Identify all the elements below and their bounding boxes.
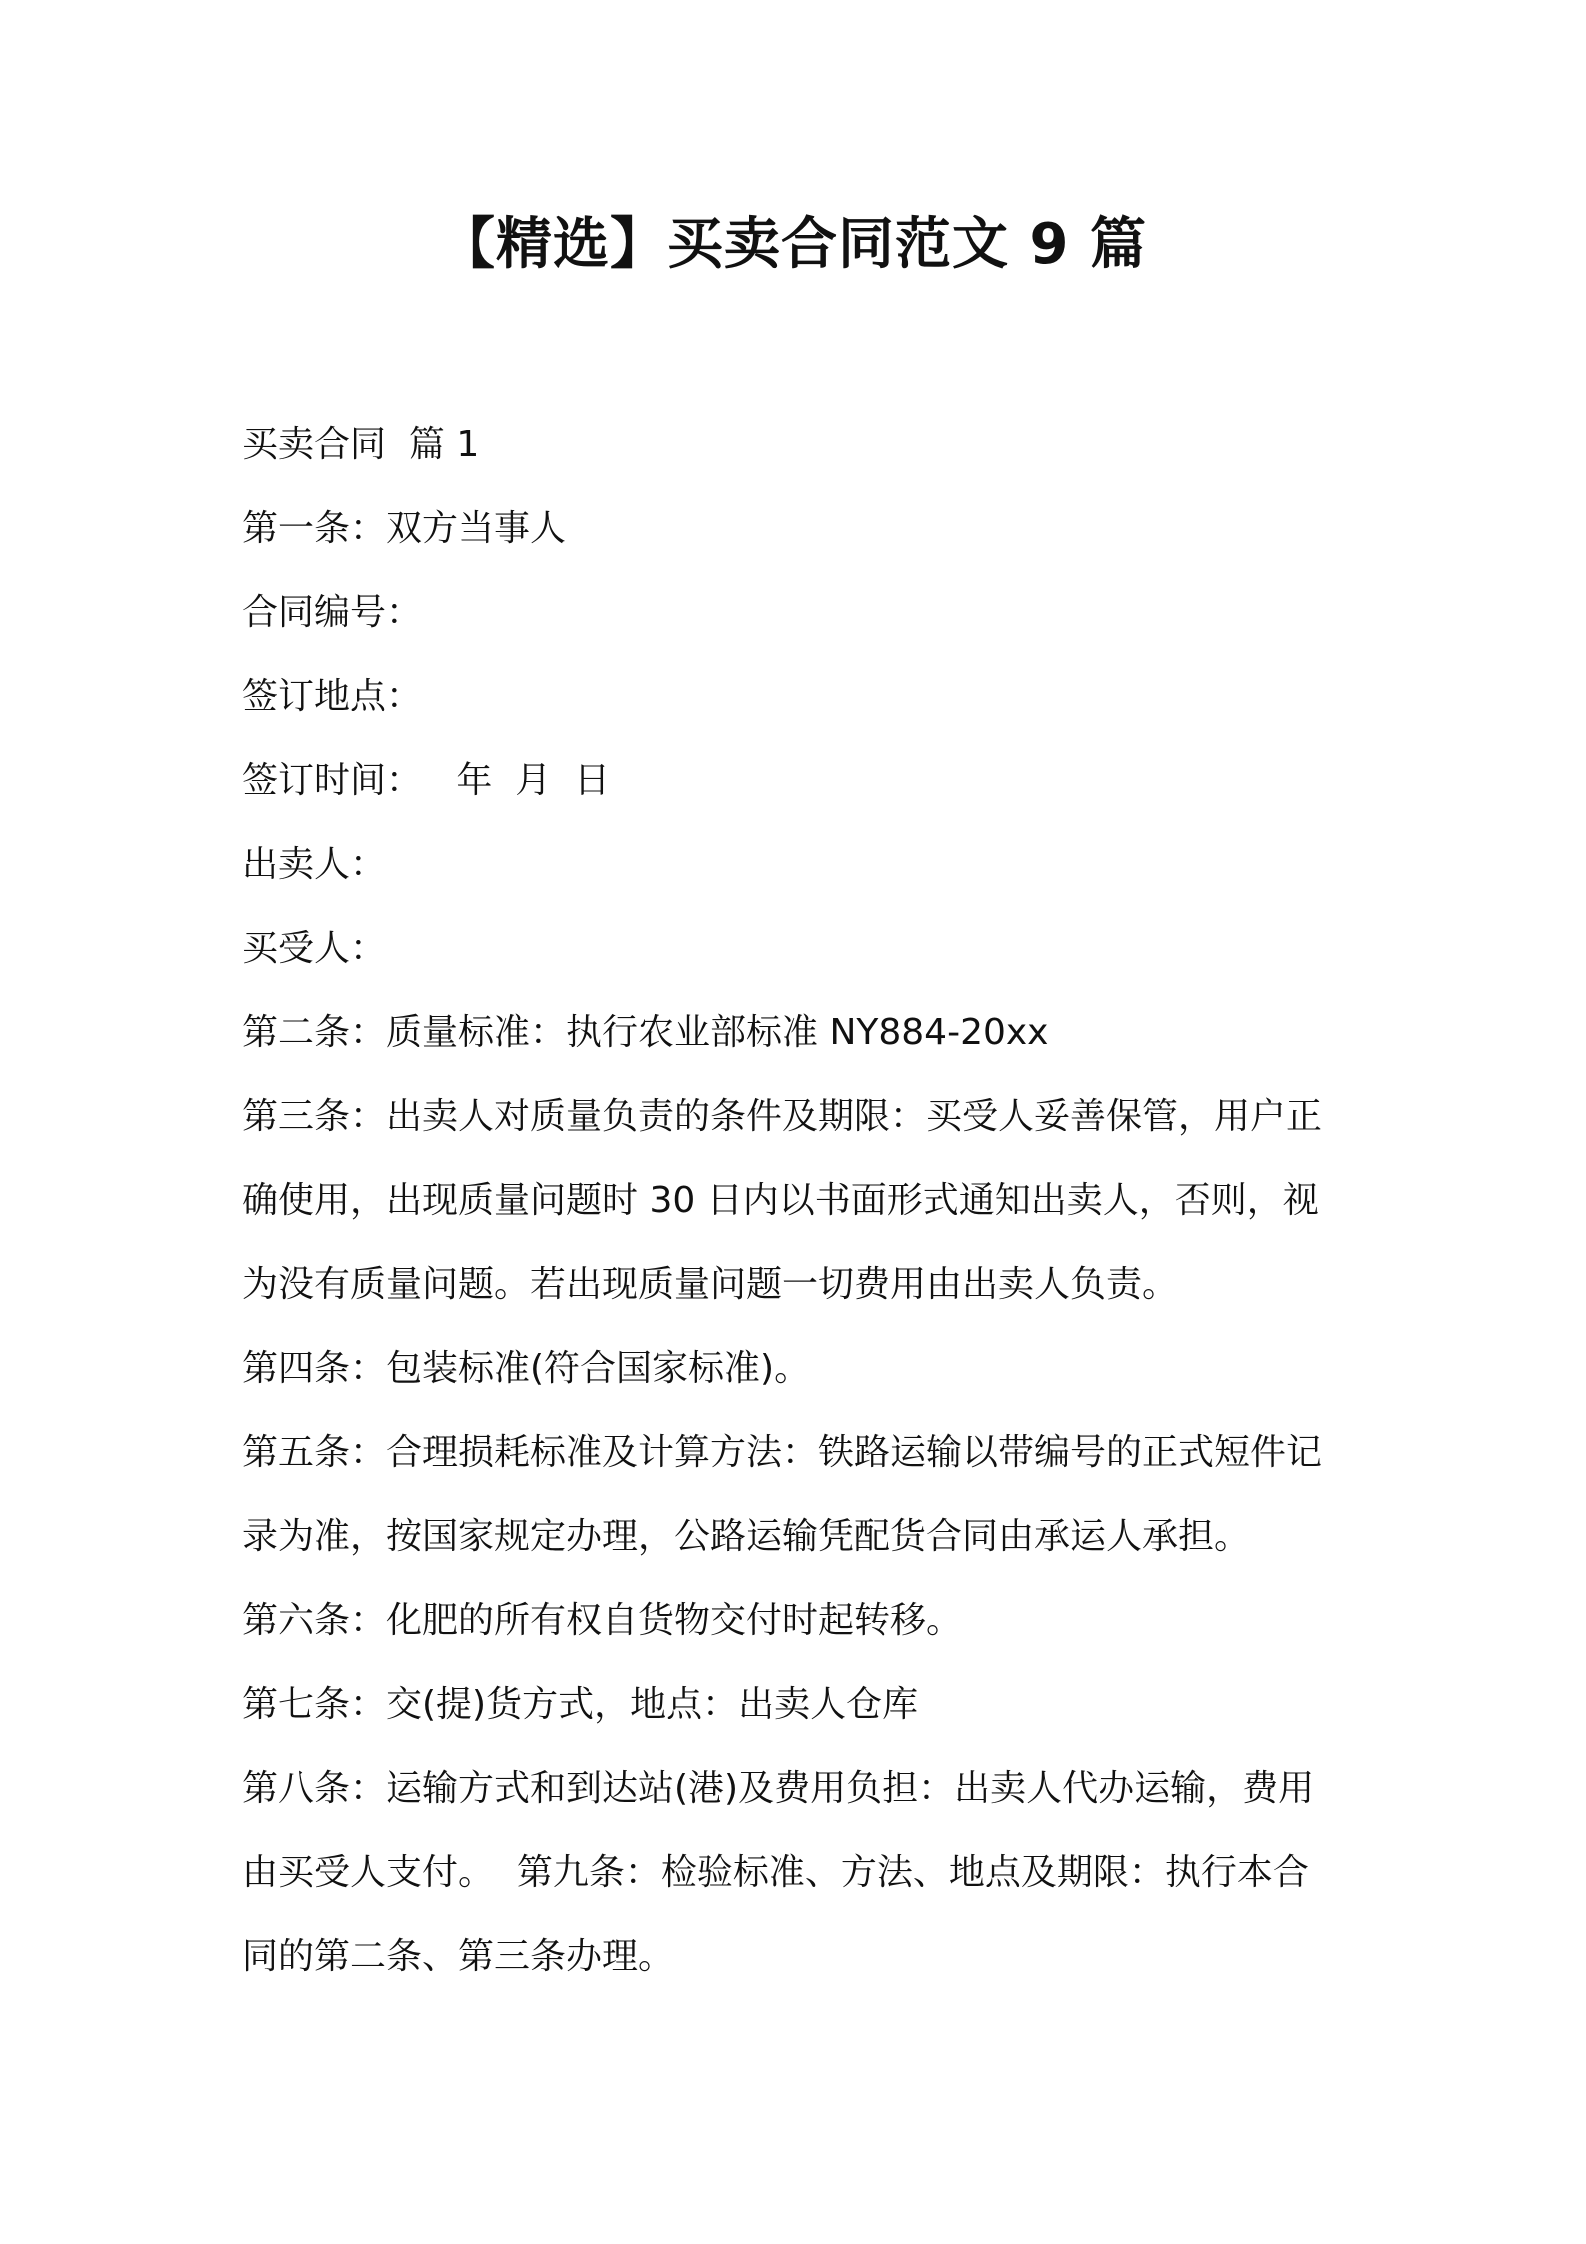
signing-date-field: 签订时间： 年 月 日 [242,760,611,801]
seller-field: 出卖人： [242,844,387,885]
clause-2: 第二条：质量标准：执行农业部标准 NY884-20xx [242,1012,1049,1053]
clause-9: 同的第二条、第三条办理。 [242,1936,675,1977]
clause-8-line-1: 第八条：运输方式和到达站(港)及费用负担：出卖人代办运输，费用 [242,1768,1315,1809]
clause-8-line-2: 由买受人支付。 第九条：检验标准、方法、地点及期限：执行本合 [242,1852,1309,1893]
signing-place-field: 签订地点： [242,676,423,717]
clause-1-heading: 第一条：双方当事人 [242,508,567,549]
clause-3-line-3: 为没有质量问题。若出现质量问题一切费用由出卖人负责。 [242,1264,1179,1305]
clause-3-line-2: 确使用，出现质量问题时 30 日内以书面形式通知出卖人，否则，视 [242,1180,1319,1221]
document-title: 【精选】买卖合同范文 9 篇 [439,212,1147,277]
buyer-field: 买受人： [242,928,387,969]
clause-5-line-2: 录为准，按国家规定办理，公路运输凭配货合同由承运人承担。 [242,1516,1251,1557]
clause-7: 第七条：交(提)货方式，地点：出卖人仓库 [242,1684,919,1725]
document-body [242,403,1362,1999]
clause-5-line-1: 第五条：合理损耗标准及计算方法：铁路运输以带编号的正式短件记 [242,1432,1323,1473]
clause-4: 第四条：包装标准(符合国家标准)。 [242,1348,811,1389]
section-heading: 买卖合同 篇 1 [242,424,480,465]
clause-3-line-1: 第三条：出卖人对质量负责的条件及期限：买受人妥善保管，用户正 [242,1096,1323,1137]
clause-6: 第六条：化肥的所有权自货物交付时起转移。 [242,1600,963,1641]
contract-number-field: 合同编号： [242,592,423,633]
